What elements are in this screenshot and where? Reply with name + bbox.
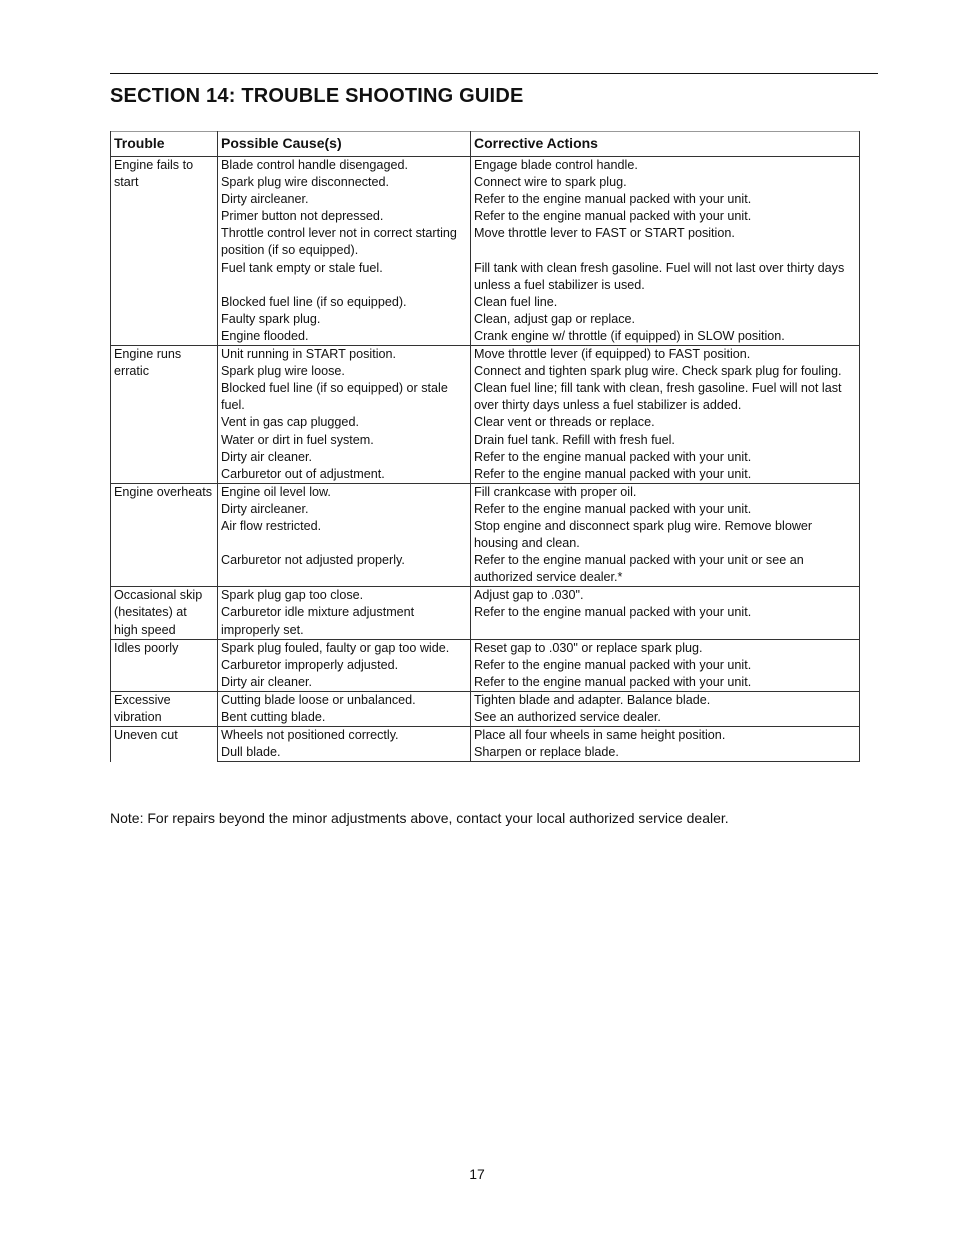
table-row: [111, 363, 860, 380]
trouble-shooting-table: [110, 131, 860, 762]
action-cell: Place all four wheels in same height position.: [471, 727, 860, 745]
section-title: SECTION 14: TROUBLE SHOOTING GUIDE: [110, 85, 524, 107]
table-row: [111, 191, 860, 208]
header-possible-causes: Possible Cause(s): [218, 132, 471, 157]
cause-cell: Blocked fuel line (if so equipped) or stale fuel.: [218, 380, 471, 414]
cause-cell: Dirty air cleaner.: [218, 449, 471, 466]
action-cell: Clean, adjust gap or replace.: [471, 311, 860, 328]
table-row: [111, 346, 860, 364]
action-cell: Move throttle lever to FAST or START position.: [471, 225, 860, 259]
table-row: [111, 328, 860, 346]
action-cell: Move throttle lever (if equipped) to FAST position.: [471, 346, 860, 364]
action-cell: Sharpen or replace blade.: [471, 744, 860, 762]
table-row: [111, 294, 860, 311]
action-cell: Refer to the engine manual packed with your unit.: [471, 191, 860, 208]
trouble-cell: Idles poorly: [111, 639, 218, 691]
action-cell: Refer to the engine manual packed with your unit.: [471, 466, 860, 484]
action-cell: Tighten blade and adapter. Balance blade.: [471, 691, 860, 709]
cause-cell: Carburetor not adjusted properly.: [218, 552, 471, 587]
table-row: [111, 518, 860, 552]
action-cell: Engage blade control handle.: [471, 157, 860, 175]
table-row: [111, 208, 860, 225]
action-cell: Stop engine and disconnect spark plug wire. Remove blower housing and clean.: [471, 518, 860, 552]
table-header-row: [111, 132, 860, 157]
table-row: [111, 260, 860, 294]
cause-cell: Fuel tank empty or stale fuel.: [218, 260, 471, 294]
cause-cell: Dull blade.: [218, 744, 471, 762]
action-cell: Clean fuel line; fill tank with clean, fresh gasoline. Fuel will not last over thirty days unless a fuel stabilizer is added.: [471, 380, 860, 414]
cause-cell: Bent cutting blade.: [218, 709, 471, 727]
cause-cell: Spark plug fouled, faulty or gap too wide.: [218, 639, 471, 657]
action-cell: Fill crankcase with proper oil.: [471, 483, 860, 501]
trouble-cell: Engine runs erratic: [111, 346, 218, 484]
table-body: [111, 157, 860, 762]
action-cell: Refer to the engine manual packed with your unit.: [471, 657, 860, 674]
table-row: [111, 727, 860, 745]
cause-cell: Dirty aircleaner.: [218, 191, 471, 208]
table-row: [111, 157, 860, 175]
table-row: [111, 744, 860, 762]
cause-cell: Wheels not positioned correctly.: [218, 727, 471, 745]
table-row: [111, 709, 860, 727]
header-trouble: Trouble: [111, 132, 218, 157]
cause-cell: Blade control handle disengaged.: [218, 157, 471, 175]
table-row: [111, 674, 860, 692]
trouble-cell: Engine overheats: [111, 483, 218, 587]
table-row: [111, 174, 860, 191]
cause-cell: Spark plug gap too close.: [218, 587, 471, 605]
action-cell: See an authorized service dealer.: [471, 709, 860, 727]
table-row: [111, 501, 860, 518]
page-number: 17: [469, 1166, 485, 1182]
cause-cell: Carburetor improperly adjusted.: [218, 657, 471, 674]
action-cell: Connect wire to spark plug.: [471, 174, 860, 191]
top-rule: [110, 73, 878, 74]
table-row: [111, 311, 860, 328]
action-cell: Clear vent or threads or replace.: [471, 414, 860, 431]
trouble-cell: Uneven cut: [111, 727, 218, 762]
cause-cell: Unit running in START position.: [218, 346, 471, 364]
action-cell: Refer to the engine manual packed with your unit.: [471, 449, 860, 466]
cause-cell: Blocked fuel line (if so equipped).: [218, 294, 471, 311]
action-cell: Connect and tighten spark plug wire. Check spark plug for fouling.: [471, 363, 860, 380]
cause-cell: Faulty spark plug.: [218, 311, 471, 328]
action-cell: Fill tank with clean fresh gasoline. Fuel will not last over thirty days unless a fuel stabilizer is used.: [471, 260, 860, 294]
cause-cell: Carburetor out of adjustment.: [218, 466, 471, 484]
action-cell: Crank engine w/ throttle (if equipped) in SLOW position.: [471, 328, 860, 346]
table-row: [111, 587, 860, 605]
cause-cell: Dirty aircleaner.: [218, 501, 471, 518]
action-cell: Reset gap to .030" or replace spark plug.: [471, 639, 860, 657]
cause-cell: Primer button not depressed.: [218, 208, 471, 225]
cause-cell: Spark plug wire loose.: [218, 363, 471, 380]
action-cell: Refer to the engine manual packed with your unit.: [471, 674, 860, 692]
cause-cell: Carburetor idle mixture adjustment improperly set.: [218, 604, 471, 639]
header-corrective-actions: Corrective Actions: [471, 132, 860, 157]
action-cell: Clean fuel line.: [471, 294, 860, 311]
table-row: [111, 483, 860, 501]
action-cell: Refer to the engine manual packed with your unit.: [471, 501, 860, 518]
cause-cell: Spark plug wire disconnected.: [218, 174, 471, 191]
action-cell: Refer to the engine manual packed with your unit or see an authorized service dealer.*: [471, 552, 860, 587]
table-row: [111, 691, 860, 709]
cause-cell: Dirty air cleaner.: [218, 674, 471, 692]
table-row: [111, 466, 860, 484]
cause-cell: Throttle control lever not in correct starting position (if so equipped).: [218, 225, 471, 259]
table-row: [111, 225, 860, 259]
table-row: [111, 414, 860, 431]
cause-cell: Engine flooded.: [218, 328, 471, 346]
cause-cell: Vent in gas cap plugged.: [218, 414, 471, 431]
action-cell: Refer to the engine manual packed with your unit.: [471, 604, 860, 639]
table-row: [111, 380, 860, 414]
cause-cell: Water or dirt in fuel system.: [218, 432, 471, 449]
footer-note: Note: For repairs beyond the minor adjustments above, contact your local authorized service dealer.: [110, 810, 729, 826]
table-row: [111, 657, 860, 674]
cause-cell: Engine oil level low.: [218, 483, 471, 501]
action-cell: Refer to the engine manual packed with your unit.: [471, 208, 860, 225]
table-row: [111, 449, 860, 466]
table-row: [111, 639, 860, 657]
cause-cell: Air flow restricted.: [218, 518, 471, 552]
table-row: [111, 604, 860, 639]
table-row: [111, 432, 860, 449]
trouble-cell: Excessive vibration: [111, 691, 218, 726]
cause-cell: Cutting blade loose or unbalanced.: [218, 691, 471, 709]
action-cell: Adjust gap to .030".: [471, 587, 860, 605]
action-cell: Drain fuel tank. Refill with fresh fuel.: [471, 432, 860, 449]
trouble-cell: Occasional skip (hesitates) at high speed: [111, 587, 218, 639]
table-row: [111, 552, 860, 587]
trouble-cell: Engine fails to start: [111, 157, 218, 346]
